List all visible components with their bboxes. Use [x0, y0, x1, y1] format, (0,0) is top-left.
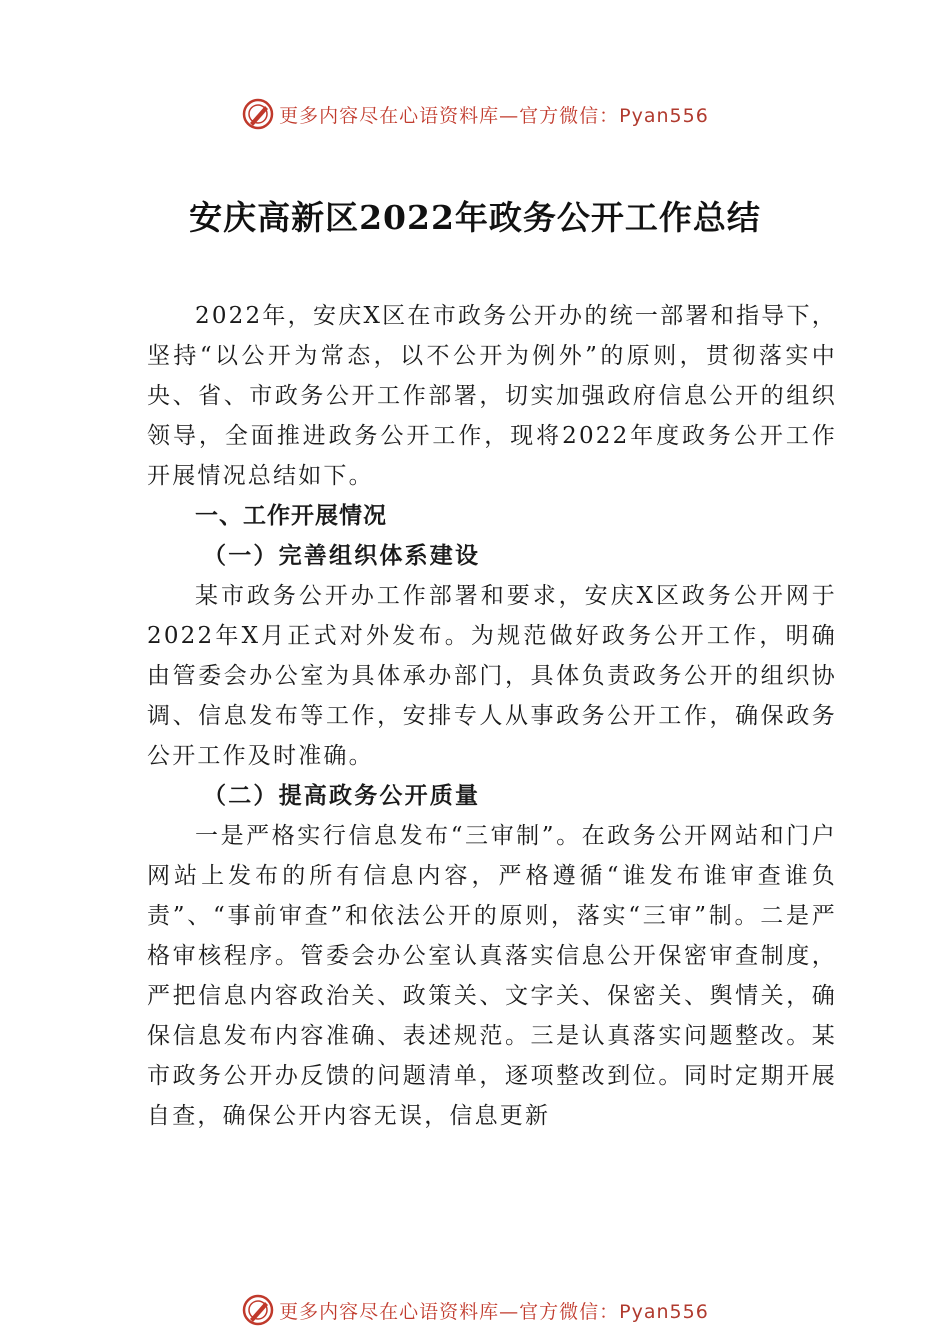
watermark-text: 更多内容尽在心语资料库—官方微信：Pyan556 [279, 104, 709, 127]
document-body [147, 296, 837, 1136]
subsection-heading-1: （一）完善组织体系建设 [203, 542, 481, 569]
subsection-2-paragraph: 一是严格实行信息发布“三审制”。在政务公开网站和门户网站上发布的所有信息内容，严格遵循“谁发布谁审查谁负责”、“事前审查”和依法公开的原则，落实“三审”制。二是严格审核程序。管委会办公室认真落实信息公开保密审查制度，严把信息内容政治关、政策关、文字关、保密关、舆情关，确保信息发布内容准确、表述规范。三是认真落实问题整改。某市政务公开办反馈的问题清单，逐项整改到位。同时定期开展自查，确保公开内容无误，信息更新 [147, 823, 837, 1129]
intro-paragraph: 2022年，安庆X区在市政务公开办的统一部署和指导下，坚持“以公开为常态，以不公开为例外”的原则，贯彻落实中央、省、市政务公开工作部署，切实加强政府信息公开的组织领导，全面推进政务公开工作，现将2022年度政务公开工作开展情况总结如下。 [147, 303, 837, 489]
logo-icon [241, 97, 275, 131]
subsection-heading-2: （二）提高政务公开质量 [203, 782, 481, 809]
subsection-1-paragraph: 某市政务公开办工作部署和要求，安庆X区政务公开网于2022年X月正式对外发布。为规范做好政务公开工作，明确由管委会办公室为具体承办部门，具体负责政务公开的组织协调、信息发布等工作，安排专人从事政务公开工作，确保政务公开工作及时准确。 [147, 583, 837, 769]
watermark-banner-bottom [0, 1290, 950, 1330]
document-title: 安庆高新区2022年政务公开工作总结 [189, 198, 761, 237]
watermark-text: 更多内容尽在心语资料库—官方微信：Pyan556 [279, 1300, 709, 1323]
watermark-banner-top [0, 94, 950, 134]
logo-icon [241, 1293, 275, 1327]
section-heading-1: 一、工作开展情况 [195, 503, 387, 529]
